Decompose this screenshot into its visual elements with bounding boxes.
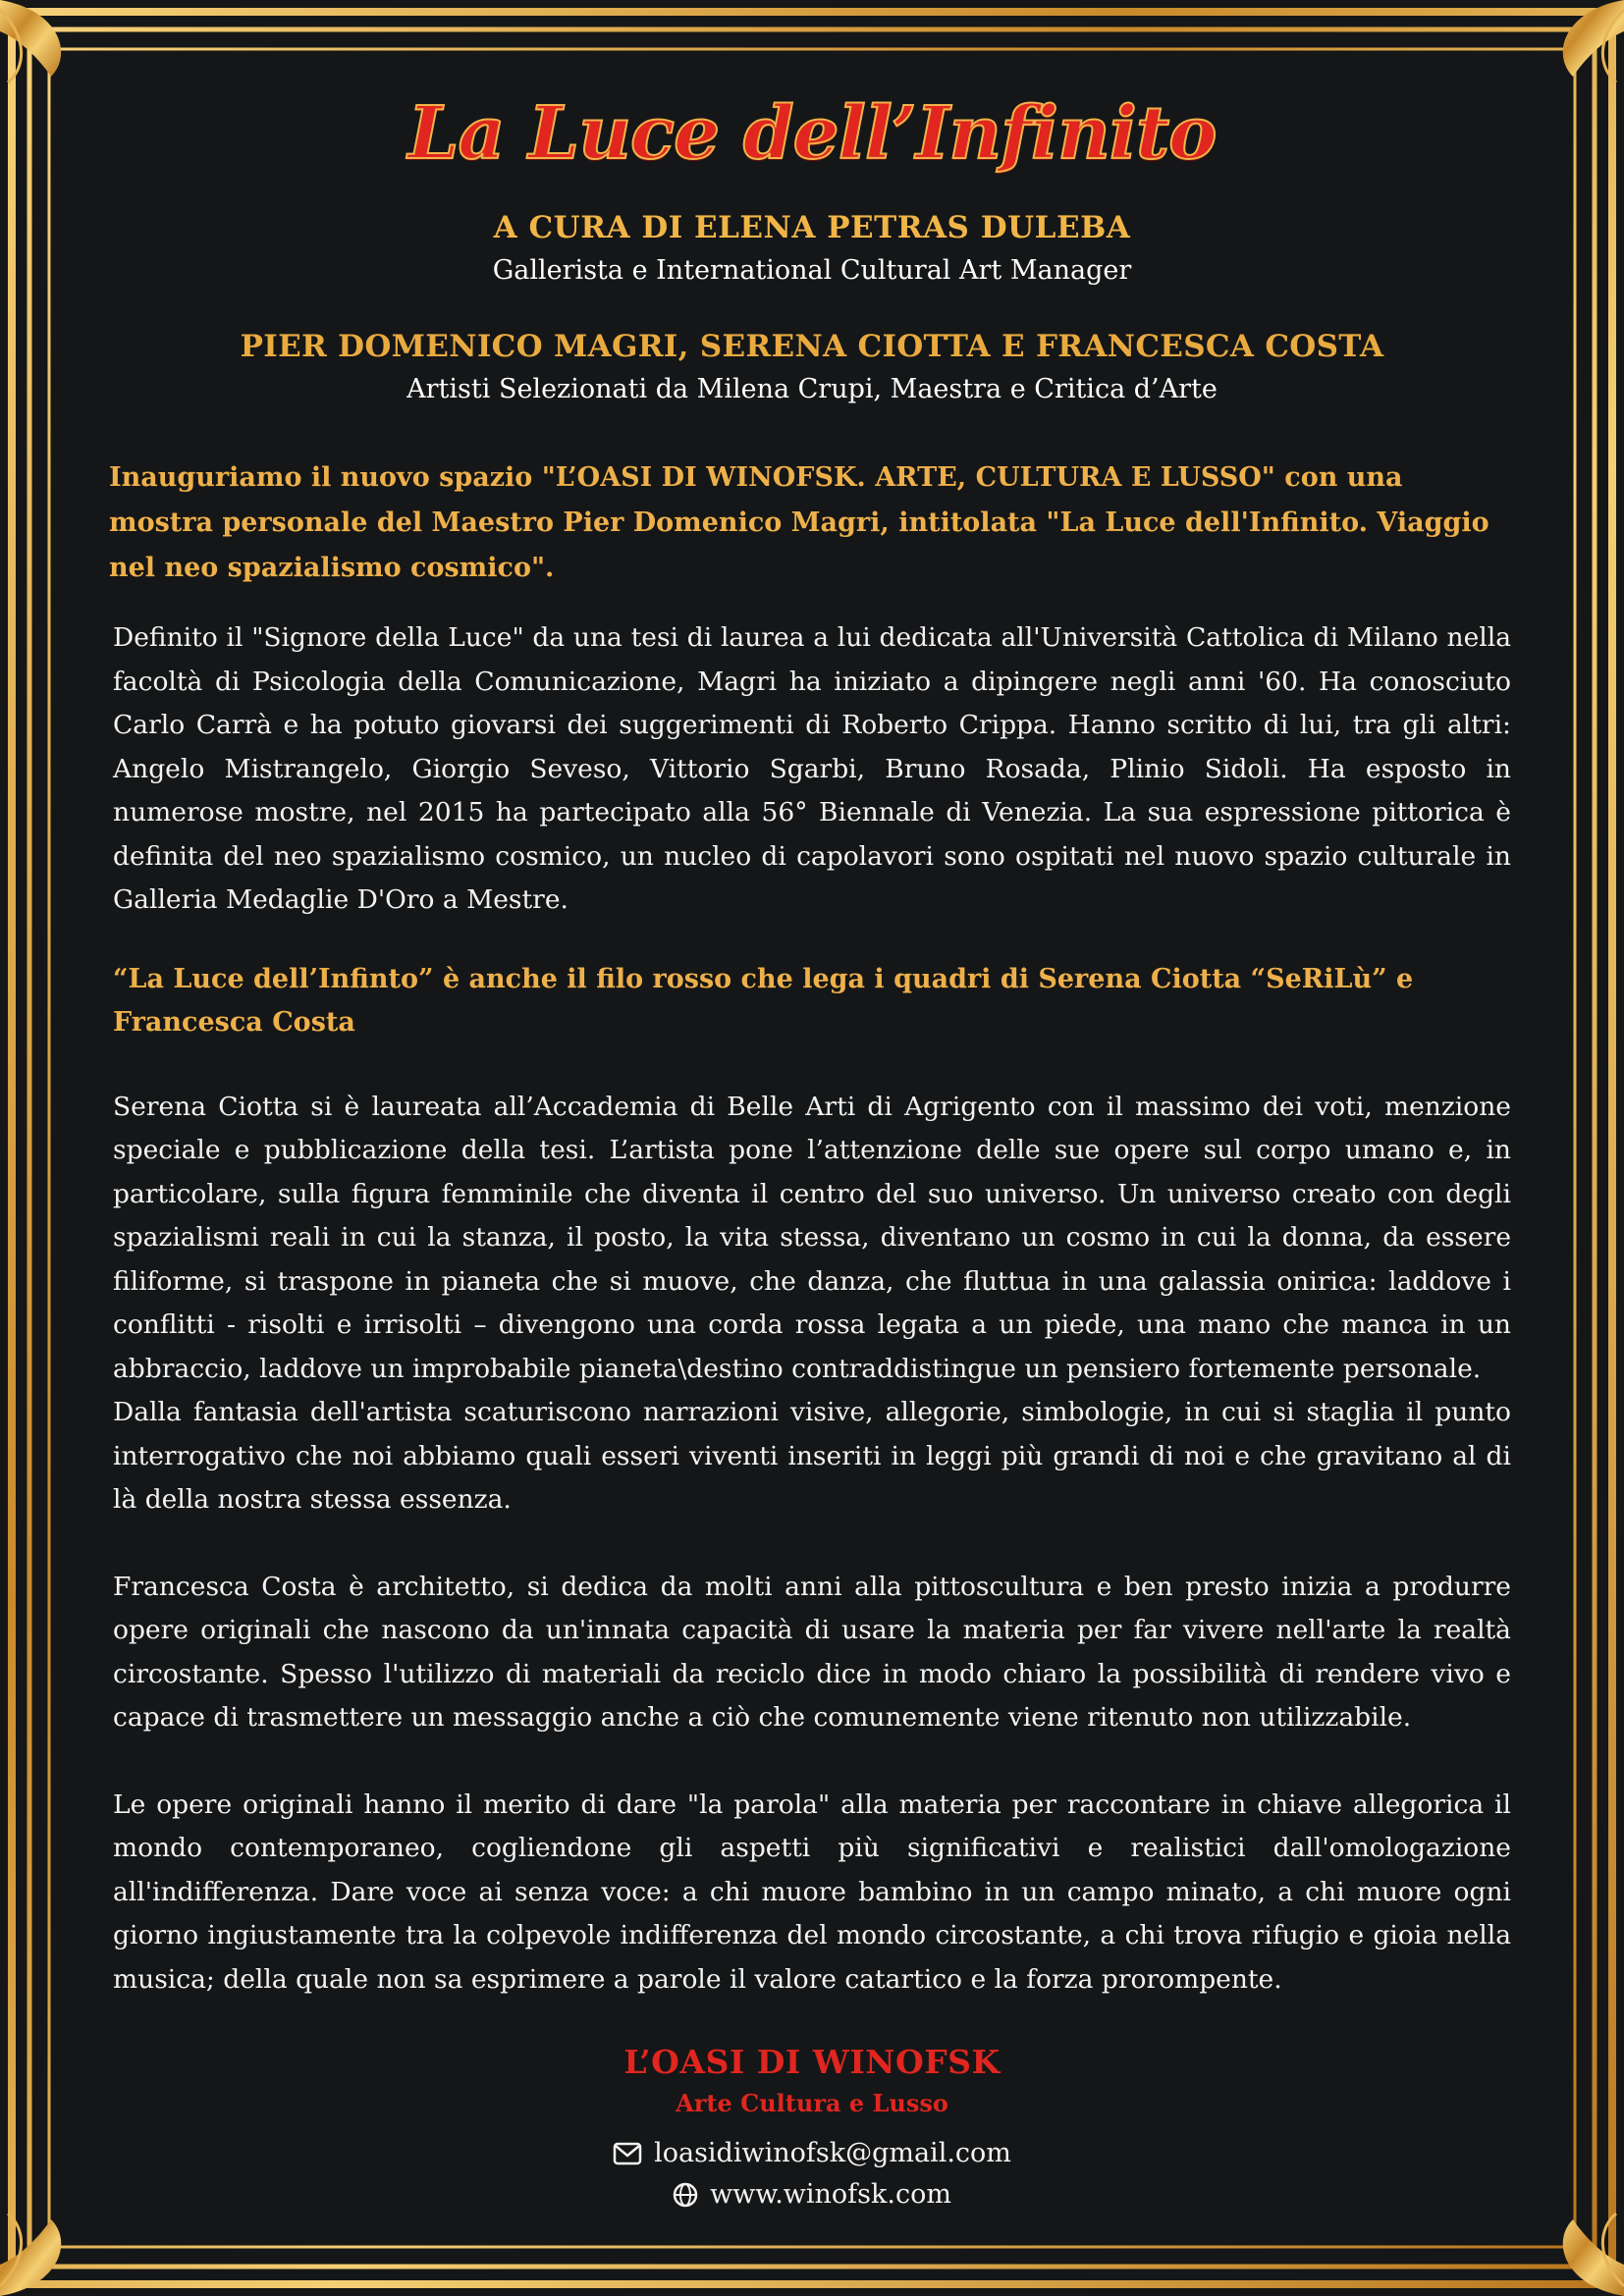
artists-role: Artisti Selezionati da Milena Crupi, Maestra e Critica d’Arte [406,374,1218,404]
curator-name: A CURA DI ELENA PETRAS DULEBA [493,210,1131,245]
website-link[interactable]: www.winofsk.com [710,2179,951,2210]
paragraph-costa: Francesca Costa è architetto, si dedica da molti anni alla pittoscultura e ben presto inizia a produrre opere originali che nascono da un'innata capacità di usare la materia per far vivere nell'arte la realtà circostante. Spesso l'utilizzo di materiali da reciclo dice in modo chiaro la possibilità di rendere vivo e capace di trasmettere un messaggio anche a ciò che comunemente viene ritenuto non utilizzabile. [113,1571,1511,1733]
paragraph-works: Le opere originali hanno il merito di dare "la parola" alla materia per raccontare in chiave allegorica il mondo contemporaneo, cogliendone gli aspetti più significativi e realistici dall'omologazione all'indifferenza. Dare voce ai senza voce: a chi muore bambino in un campo minato, a chi muore ogni giorno ingiustamente tra la colpevole indifferenza del mondo circostante, a chi trova rifugio e gioia nella musica; della quale non sa esprimere a parole il valore catartico e la forza prorompente. [113,1789,1511,1995]
email-row[interactable] [113,2133,1511,2174]
website-row[interactable] [113,2174,1511,2216]
highlight-line: “La Luce dell’Infinto” è anche il filo rosso che lega i quadri di Serena Ciotta “SeRiLù” e Francesca Costa [113,963,1414,1038]
paragraph-ciotta-1: Serena Ciotta si è laureata all’Accademia di Belle Arti di Agrigento con il massimo dei voti, menzione speciale e pubblicazione della tesi. L’artista pone l’attenzione delle sue opere sul corpo umano e, in particolare, sulla figura femminile che diventa il centro del suo universo. Un universo creato con degli spazialismi reali in cui la stanza, il posto, la vita stessa, diventano un cosmo in cui la donna, da essere filiforme, si traspone in pianeta che si muove, che danza, che fluttua in una galassia onirica: laddove i conflitti - risolti e irrisolti – divengono una corda rossa legata a un piede, una mano che manca in un abbraccio, laddove un improbabile pianeta\destino contraddistingue un pensiero fortemente personale. [113,1091,1511,1384]
globe-icon [673,2182,698,2208]
paragraph-magri: Definito il "Signore della Luce" da una tesi di laurea a lui dedicata all'Università Cattolica di Milano nella facoltà di Psicologia della Comunicazione, Magri ha iniziato a dipingere negli anni '60. Ha conosciuto Carlo Carrà e ha potuto giovarsi dei suggerimenti di Roberto Crippa. Hanno scritto di lui, tra gli altri: Angelo Mistrangelo, Giorgio Seveso, Vittorio Sgarbi, Bruno Rosada, Plinio Sidoli. Ha esposto in numerose mostre, nel 2015 ha partecipato alla 56° Biennale di Venezia. La sua espressione pittorica è definita del neo spazialismo cosmico, un nucleo di capolavori sono ospitati nel nuovo spazio culturale in Galleria Medaglie D'Oro a Mestre. [113,622,1511,915]
footer-subtitle: Arte Cultura e Lusso [676,2089,948,2117]
intro-paragraph: Inauguriamo il nuovo spazio "L’OASI DI WINOFSK. ARTE, CULTURA E LUSSO" con una mostra personale del Maestro Pier Domenico Magri, intitolata "La Luce dell'Infinito. Viaggio nel neo spazialismo cosmico". [109,462,1489,583]
curator-role: Gallerista e International Cultural Art Manager [492,255,1132,286]
artists-names: PIER DOMENICO MAGRI, SERENA CIOTTA E FRANCESCA COSTA [240,329,1384,364]
envelope-icon [613,2142,642,2165]
footer [113,2043,1511,2216]
email-link[interactable]: loasidiwinofsk@gmail.com [654,2138,1011,2168]
page-title: La Luce dell’Infinito [407,91,1217,176]
footer-brand-name: L’OASI DI WINOFSK [623,2043,1001,2081]
poster-content [109,79,1511,2216]
paragraph-ciotta-2: Dalla fantasia dell'artista scaturiscono narrazioni visive, allegorie, simbologie, in cui si staglia il punto interrogativo che noi abbiamo quali esseri viventi inseriti in leggi più grandi di noi e che gravitano al di là della nostra stessa essenza. [113,1397,1511,1515]
